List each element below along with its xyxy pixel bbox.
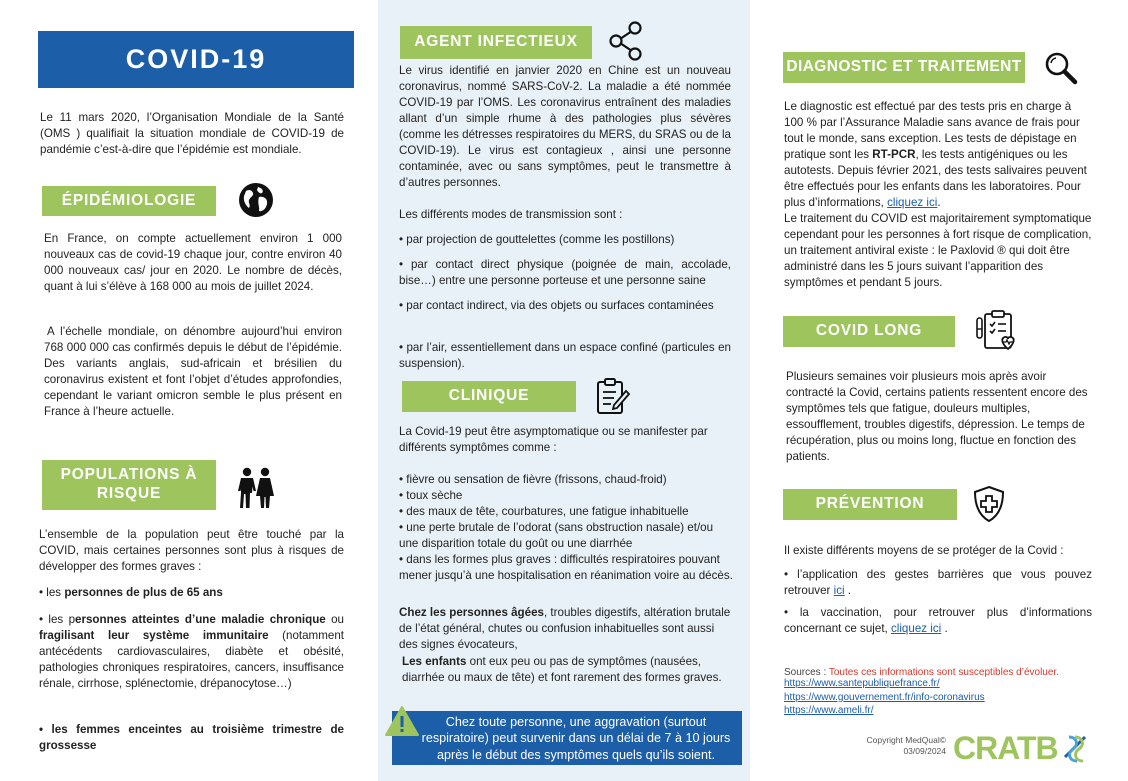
share-network-icon <box>607 21 645 66</box>
copyright-text: Copyright MedQual© <box>866 735 946 745</box>
populations-tag: POPULATIONS À RISQUE <box>42 460 216 510</box>
agent-tag: AGENT INFECTIEUX <box>400 26 592 59</box>
prevention-bullet-1-end: . <box>844 583 852 597</box>
elderly-signs <box>399 605 735 653</box>
aggravation-alert: Chez toute personne, une aggravation (surtout respiratoire) peut survenir dans un délai de 7 à 10 jours après le début des symptômes quels qu’ils soient. <box>392 711 742 765</box>
prevention-bullet-2-end: . <box>941 621 948 635</box>
gestes-barrieres-link[interactable]: ici <box>833 583 845 597</box>
populations-bullet-1-prefix: • les <box>39 586 65 599</box>
populations-bullet-1-bold: personnes de plus de 65 ans <box>64 586 223 599</box>
populations-bullet-2-bold-1: ersonnes atteintes d’une maladie chronique <box>75 613 326 626</box>
prevention-bullet-1 <box>784 567 1092 599</box>
transmission-mode-2: • par contact direct physique (poignée de main, accolade, bise…) entre une personne porteuse et une personne saine <box>399 258 731 287</box>
clinique-intro: La Covid-19 peut être asymptomatique ou se manifester par différents symptômes comme : <box>399 425 708 454</box>
populations-bullet-3: • les femmes enceintes au troisième trimestre de grossesse <box>39 723 344 752</box>
symptom-4: • une perte brutale de l’odorat (sans obstruction nasale) et/ou une disparition totale du goût ou une diarrhée <box>399 521 714 550</box>
prevention-bullet-2-text: • la vaccination, pour retrouver plus d’informations concernant ce sujet, <box>784 606 1092 635</box>
elderly-signs-rest: , troubles digestifs, altération brutale de l’état général, chutes ou confusion inhabituelles sont aussi des signes évocateurs, <box>399 606 731 651</box>
warning-icon <box>384 705 420 742</box>
populations-bullet-1 <box>39 585 344 601</box>
cratb-logo-icon <box>953 730 1093 769</box>
agent-p1: Le virus identifié en janvier 2020 en Chine est un nouveau coronavirus, nommé SARS-CoV-2. La maladie a été nommée COVID-19 par l’OMS. Les coronavirus entraînent des maladies allant d’un simple rhume à des pathologies plus sévères (comme les détresses respiratoires du MERS, du SRAS ou de la COVID-19). Le virus est contagieux , ainsi une personne contaminée, avec ou sans symptômes, peut le transmettre à d’autres personnes. <box>399 64 731 189</box>
source-link-gouvernement[interactable]: https://www.gouvernement.fr/info-coronavirus <box>784 691 985 703</box>
populations-bullet-2-bold-2: fragilisant leur système immunitaire <box>39 628 269 642</box>
globe-icon <box>237 181 275 224</box>
sources-label: Sources : <box>784 667 829 678</box>
diagnostic-p1-a: Le diagnostic est effectué par des tests pris en charge à 100 % par l’Assurance Maladie sans avance de frais pour tout le monde, sans exception. Les tests de dépistage en pratique sont les <box>784 100 1080 161</box>
epidemiologie-p1: En France, on compte actuellement environ 1 000 nouveaux cas de covid-19 chaque jour, contre environ 40 000 nouveaux cas/ jour en 2020. Le nombre de décès, quant à lui s’élève à 168 000 au mois de juillet 2024. <box>44 232 342 293</box>
transmission-intro: Les différents modes de transmission sont : <box>399 208 623 221</box>
page-title: COVID-19 <box>38 31 354 88</box>
children-signs-rest: ont eux peu ou pas de symptômes (nausées, diarrhée ou maux de tête) et font rarement des formes graves. <box>402 655 722 684</box>
symptom-5: • dans les formes plus graves : difficultés respiratoires pouvant mener jusqu’à une hospitalisation en réanimation voire au décès. <box>399 553 733 582</box>
people-icon <box>236 467 276 514</box>
source-link-ameli[interactable]: https://www.ameli.fr/ <box>784 705 874 717</box>
intro-text: Le 11 mars 2020, l’Organisation Mondiale de la Santé (OMS ) qualifiait la situation mondiale de COVID-19 de pandémie c’est-à-dire que l’épidémie est mondiale. <box>40 111 344 156</box>
diagnostic-p1-b: , les tests antigéniques ou les autotests. Depuis février 2021, des tests salivaires peuvent être effectués pour les enfants dans les laboratoires. Pour plus d’informations, <box>784 147 1087 209</box>
diagnostic-info-link[interactable]: cliquez ici <box>887 195 938 209</box>
covid-long-tag: COVID LONG <box>783 316 955 347</box>
copyright-date: 03/09/2024 <box>903 746 946 757</box>
epidemiologie-p2: A l’échelle mondiale, on dénombre aujourd’hui environ 768 000 000 cas confirmés depuis le début de l’épidémie. Des variants anglais, sud-africain et brésilien du coronavirus existent et font l’objet d’études approfondies, cependant le variant omicron semble le plus présent en France à l’heure actuelle. <box>44 325 342 418</box>
populations-bullet-2-mid: ou <box>325 613 344 626</box>
diagnostic-p1 <box>784 99 1092 211</box>
diagnostic-p2: Le traitement du COVID est majoritairement symptomatique cependant pour les personnes à fort risque de complication, un traitement antiviral existe : le Paxlovid ® qui doit être administré dans les 5 jours suivant l’apparition des symptômes et pendant 5 jours. <box>784 212 1092 289</box>
copyright-block <box>836 735 946 758</box>
populations-intro: L’ensemble de la population peut être touché par la COVID, mais certaines personnes sont plus à risques de développer des formes graves : <box>39 528 344 573</box>
rt-pcr-bold: RT-PCR <box>872 147 916 161</box>
transmission-mode-4: • par l’air, essentiellement dans un espace confiné (particules en suspension). <box>399 341 731 370</box>
populations-bullet-2 <box>39 612 344 692</box>
prevention-tag: PRÉVENTION <box>783 489 957 520</box>
logo-text: CRATB <box>953 730 1058 764</box>
magnifier-icon <box>1043 50 1079 91</box>
sources-warning: Toutes ces informations sont susceptibles d’évoluer. <box>828 667 1059 678</box>
elderly-signs-bold: Chez les personnes âgées <box>399 606 544 619</box>
children-signs-bold: Les enfants <box>402 655 467 668</box>
populations-bullet-2-rest: (notamment antécédents cardiovasculaires, diabète et obésité, pathologies chroniques respiratoires, cancers, insuffisance rénale, cirrhose, splénectomie, drépanocytose…) <box>39 628 344 690</box>
symptom-3: • des maux de tête, courbatures, une fatigue inhabituelle <box>399 505 689 518</box>
diagnostic-tag: DIAGNOSTIC ET TRAITEMENT <box>783 52 1025 83</box>
vaccination-link[interactable]: cliquez ici <box>890 621 942 635</box>
prevention-intro: Il existe différents moyens de se protéger de la Covid : <box>784 544 1064 557</box>
transmission-mode-1: • par projection de gouttelettes (comme les postillons) <box>399 233 675 246</box>
populations-bullet-2-prefix: • les p <box>39 613 76 626</box>
transmission-mode-3: • par contact indirect, via des objets ou surfaces contaminées <box>399 299 714 312</box>
prevention-bullet-2 <box>784 605 1092 637</box>
prevention-bullet-1-text: • l’application des gestes barrières que vous pouvez retrouver <box>784 568 1092 597</box>
diagnostic-p1-end: . <box>937 195 941 209</box>
shield-cross-icon <box>972 485 1006 528</box>
medical-checklist-icon <box>975 309 1021 360</box>
clinique-tag: CLINIQUE <box>402 381 576 412</box>
sources-links <box>784 677 1094 718</box>
symptom-1: • fièvre ou sensation de fièvre (frissons, chaud-froid) <box>399 473 667 486</box>
epidemiologie-tag: ÉPIDÉMIOLOGIE <box>42 186 216 216</box>
covid-long-p1: Plusieurs semaines voir plusieurs mois après avoir contracté la Covid, certains patients ressentent encore des symptômes tels que fatigue, douleurs multiples, essoufflement, troubles digestifs, dépression. Le temps de récupération, plus ou moins long, fluctue en fonction des patients. <box>786 370 1088 463</box>
source-link-santepubliquefrance[interactable]: https://www.santepubliquefrance.fr/ <box>784 678 940 689</box>
symptom-2: • toux sèche <box>399 489 463 502</box>
children-signs <box>399 654 735 686</box>
clipboard-icon <box>595 377 631 420</box>
